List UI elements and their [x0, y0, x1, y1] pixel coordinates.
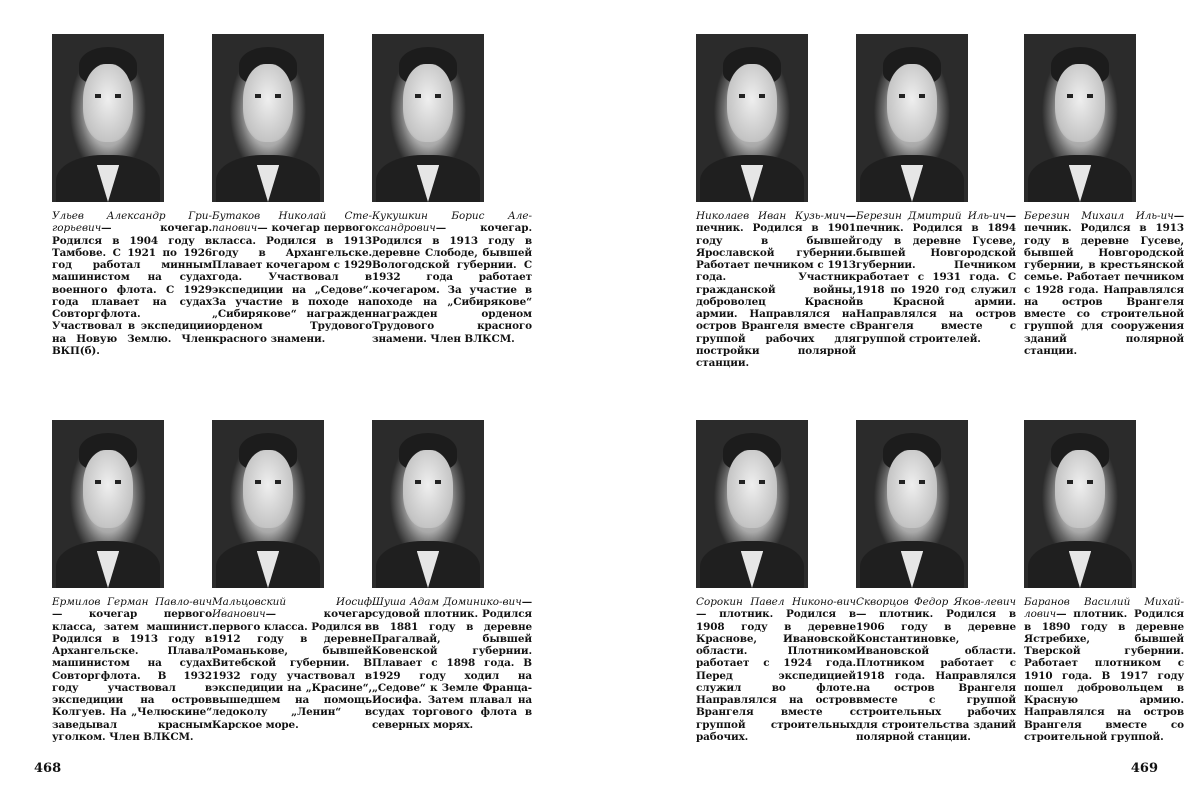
person-name: Баранов Василий Михай-лович [1024, 596, 1184, 621]
biography-caption [856, 210, 1016, 345]
portrait-photo [212, 34, 324, 202]
biography-entry [696, 34, 856, 369]
biography-caption [856, 596, 1016, 743]
person-bio: — плотник. Родился в 1890 году в деревне Ястребихе, бывшей Тверской губернии. Работает плотником с 1910 года. В 1917 году пошел добровольцем в Красную армию. Направлялся на остров Врангеля вместе со строительной группой. [1024, 608, 1184, 743]
person-name: Мальцовский Иосиф Иванович [212, 596, 372, 621]
biography-caption [1024, 210, 1184, 357]
biography-entry [212, 420, 372, 731]
person-bio: — плотник. Родился в 1906 году в деревне Константиновке, Ивановской области. Плотником работает с 1918 года. Направлялся на остров Врангеля вместе с группой строительных рабочих для строительства зданий полярной станции. [856, 608, 1016, 743]
page-number-left: 468 [34, 761, 62, 776]
portrait-photo [856, 34, 968, 202]
biography-caption [696, 596, 856, 743]
person-bio: — кочегар. Родился в 1913 году в деревне Слободе, бывшей Вологодской губернии. С 1932 года работает кочегаром. За участие в походе на „Сибирякове“ награжден орденом Трудового красного знамени. Член ВЛКСМ. [372, 222, 532, 345]
biography-entry [372, 420, 532, 731]
person-bio: — кочегар первого класса. Родился в 1913 году в Архангельске. Плавает кочегаром с 1929 года. Участвовал в экспедиции на „Седове“. За участие в походе на „Сибирякове“ награжден орденом Трудового красного знамени. [212, 222, 372, 345]
person-name: Шуша Адам Доминико-вич [372, 596, 522, 608]
portrait-photo [372, 34, 484, 202]
portrait-photo [212, 420, 324, 588]
biography-entry [856, 34, 1016, 345]
biography-caption [52, 210, 212, 357]
biography-caption [696, 210, 856, 369]
biography-entry [1024, 34, 1184, 357]
biography-entry [1024, 420, 1184, 743]
portrait-photo [696, 420, 808, 588]
biography-entry [52, 420, 212, 743]
biography-entry [696, 420, 856, 743]
person-bio: — печник. Родился в 1901 году в бывшей Ярославской губернии. Работает печником с 1913 года. Участник гражданской войны, доброволец Красной армии. Направлялся на остров Врангеля вместе с группой рабочих для постройки полярной станции. [696, 210, 856, 370]
person-name: Бутаков Николай Сте-панович [212, 210, 372, 235]
person-name: Ермилов Герман Павло-вич [52, 596, 212, 608]
portrait-photo [52, 420, 164, 588]
person-name: Николаев Иван Кузь-мич [696, 210, 846, 222]
portrait-photo [1024, 420, 1136, 588]
portrait-photo [52, 34, 164, 202]
biography-caption [372, 210, 532, 345]
person-bio: — печник. Родился в 1894 году в деревне Гусеве, бывшей Новгородской губернии. Печником работает с 1931 года. С 1918 по 1920 год служил в Красной армии. Направлялся на остров Врангеля вместе с группой строителей. [856, 210, 1016, 345]
biography-entry [372, 34, 532, 345]
page-number-right: 469 [1130, 761, 1158, 776]
portrait-photo [1024, 34, 1136, 202]
biography-caption [212, 596, 372, 731]
person-bio: — кочегар. Родился в 1904 году в Тамбове. С 1921 по 1926 год работал минным машинистом на судах военного флота. С 1929 года плавает на судах Совторгфлота. Участвовал в экспедиции на Новую Землю. Член ВКП(б). [52, 222, 212, 357]
person-bio: — судовой плотник. Родился в 1881 году в деревне Прагалвай, бывшей Ковенской губернии. Плавает с 1898 года. В 1929 году ходил на „Седове“ к Земле Франца-Иосифа. Затем плавал на судах торгового флота в северных морях. [372, 596, 532, 731]
person-name: Березин Дмитрий Иль-ич [856, 210, 1006, 222]
person-bio: — кочегар первого класса, затем машинист. Родился в 1913 году в Архангельске. Плавал машинистом на судах Совторгфлота. В 1932 году участвовал в экспедиции на остров Колгуев. На „Челюскине“ заведывал красным уголком. Член ВЛКСМ. [52, 608, 212, 743]
person-bio: — кочегар первого класса. Родился в 1912 году в деревне Романькове, бывшей Витебской губернии. В 1932 году участвовал в экспедиции на „Красине“, вышедшем на помощь ледоколу „Ленин“ в Карское море. [212, 608, 372, 731]
biography-caption [1024, 596, 1184, 743]
person-name: Скворцов Федор Яков-левич [856, 596, 1016, 608]
biography-caption [212, 210, 372, 345]
person-name: Ульев Александр Гри-горьевич [52, 210, 212, 235]
portrait-photo [696, 34, 808, 202]
person-bio: — плотник. Родился в 1908 году в деревне Краснове, Ивановской области. Плотником работает с 1924 года. Перед экспедицией служил во флоте. Направлялся на остров Врангеля вместе с группой строительных рабочих. [696, 608, 856, 743]
biography-entry [212, 34, 372, 345]
biography-caption [372, 596, 532, 731]
biography-entry [52, 34, 212, 357]
person-bio: — печник. Родился в 1913 году в деревне Гусеве, бывшей Новгородской губернии, в крестьянской семье. Работает печником с 1928 года. Направлялся на остров Врангеля вместе со строительной группой для сооружения зданий полярной станции. [1024, 210, 1184, 357]
biography-entry [856, 420, 1016, 743]
portrait-photo [856, 420, 968, 588]
person-name: Сорокин Павел Никоно-вич [696, 596, 856, 608]
person-name: Кукушкин Борис Але-ксандрович [372, 210, 532, 235]
biography-caption [52, 596, 212, 743]
portrait-photo [372, 420, 484, 588]
person-name: Березин Михаил Иль-ич [1024, 210, 1174, 222]
